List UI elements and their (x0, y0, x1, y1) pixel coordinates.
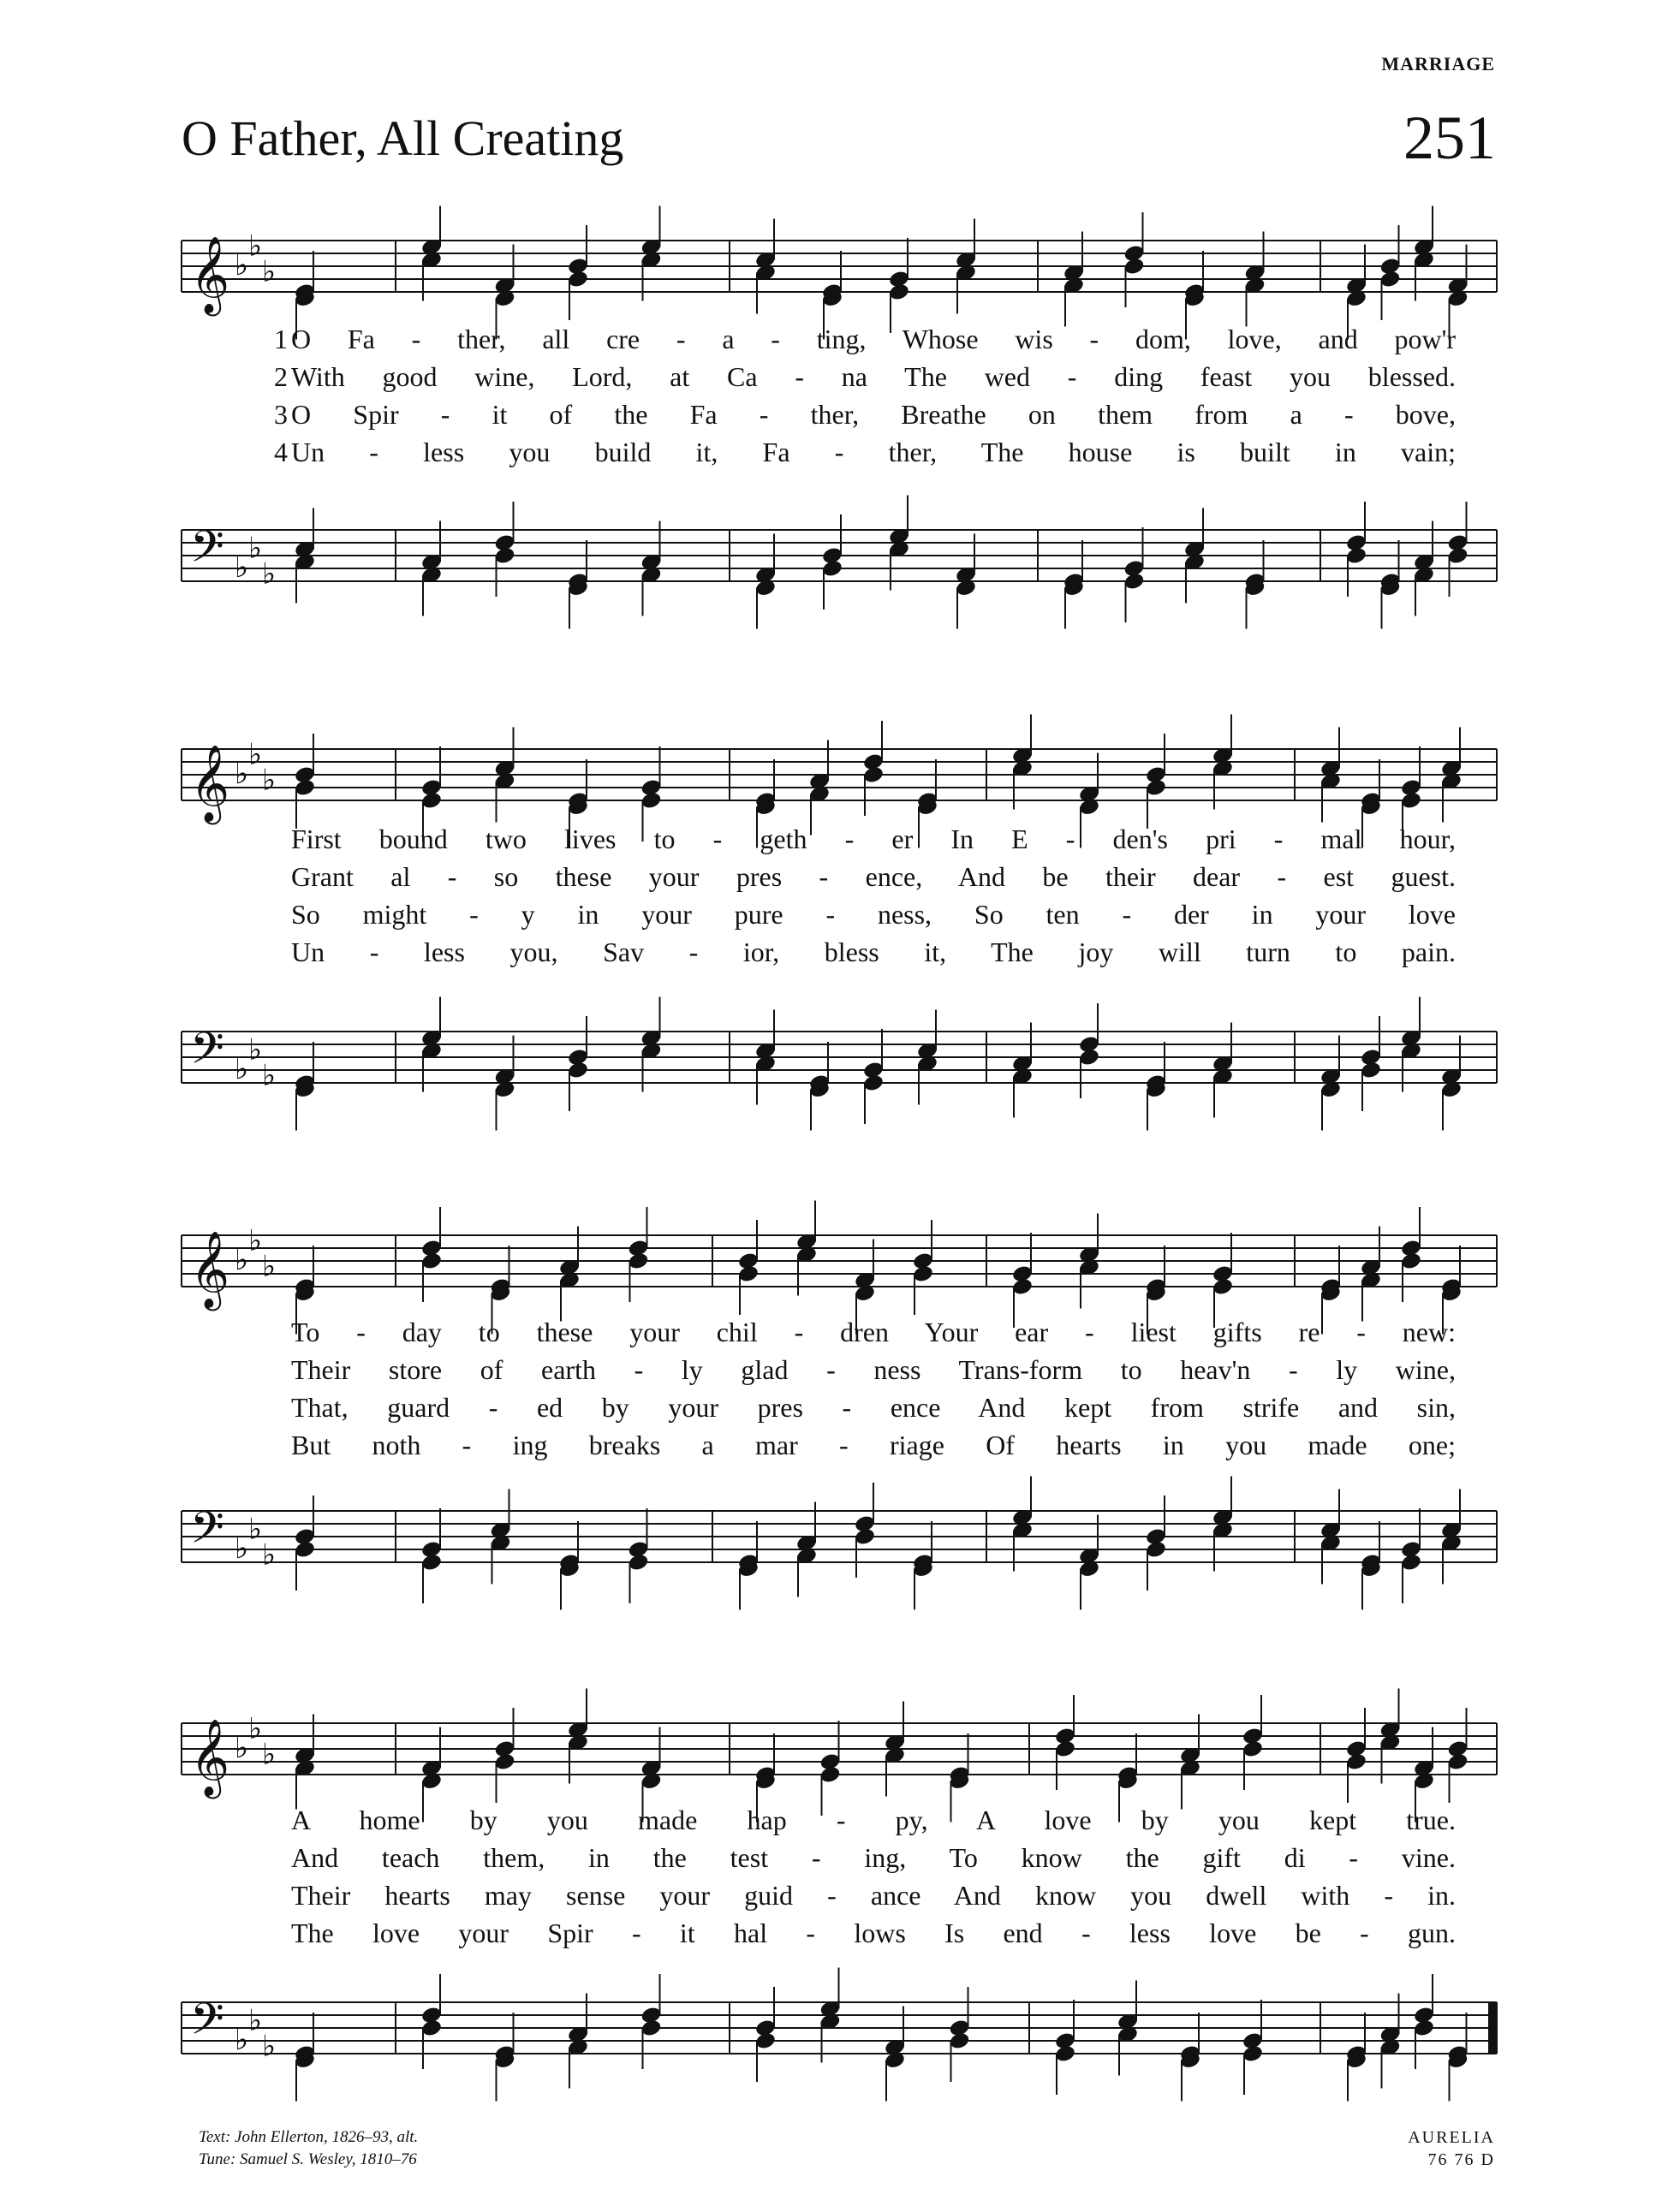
section-label: MARRIAGE (1381, 53, 1495, 74)
flat-icon: ♭ (235, 248, 249, 282)
lyrics-block-3 (291, 1317, 1456, 1467)
flat-icon: ♭ (235, 1243, 249, 1277)
lyric-text: With good wine, Lord, at Ca - na The wed - ding feast you blessed. (291, 361, 1456, 392)
treble-clef-icon: 𝄞 (190, 745, 230, 822)
flat-icon: ♭ (262, 2029, 277, 2064)
bass-staff-system-2 (182, 1019, 1497, 1096)
lyric-line (291, 1430, 1456, 1467)
lyric-text: The love your Spir - it hal - lows Is end - less love be - gun. (291, 1918, 1456, 1948)
stanza-number: 4 (274, 437, 288, 467)
flat-icon: ♭ (262, 1537, 277, 1573)
flat-icon: ♭ (235, 550, 249, 585)
lyric-line (274, 361, 1456, 399)
treble-staff-system-3 (182, 1222, 1497, 1308)
lyrics-block-2 (291, 824, 1456, 974)
lyric-text: And teach them, in the test - ing, To know the gift di - vine. (291, 1842, 1456, 1873)
flat-icon: ♭ (248, 2003, 263, 2038)
lyric-line (274, 437, 1456, 474)
lyric-text: O Spir - it of the Fa - ther, Breathe on them from a - bove, (291, 399, 1456, 430)
flat-icon: ♭ (248, 531, 263, 566)
treble-clef-icon: 𝄞 (190, 1719, 230, 1796)
flat-icon: ♭ (248, 1711, 263, 1746)
flat-icon: ♭ (248, 229, 263, 264)
bass-clef-icon: 𝄢 (190, 1501, 224, 1564)
flat-icon: ♭ (262, 1737, 277, 1772)
flat-icon: ♭ (262, 1058, 277, 1093)
lyric-line (291, 1880, 1456, 1918)
flat-icon: ♭ (235, 2023, 249, 2057)
lyric-line (291, 1317, 1456, 1354)
bass-clef-icon: 𝄢 (190, 1993, 224, 2055)
credits (199, 2126, 418, 2171)
final-bar-line (1488, 2002, 1497, 2054)
lyric-line (274, 399, 1456, 437)
lyric-text: To - day to these your chil - dren Your ear - liest gifts re - new: (291, 1317, 1456, 1347)
lyric-text: But noth - ing breaks a mar - riage Of hearts in you made one; (291, 1430, 1456, 1460)
flat-icon: ♭ (262, 763, 277, 798)
lyric-text: O Fa - ther, all cre - a - ting, Whose wis - dom, love, and pow'r (291, 324, 1456, 354)
lyric-text: So might - y in your pure - ness, So ten - der in your love (291, 899, 1456, 930)
lyric-text: That, guard - ed by your pres - ence And kept from strife and sin, (291, 1392, 1456, 1423)
lyric-line (291, 1842, 1456, 1880)
lyrics-block-4 (291, 1805, 1456, 1955)
tune-credit: Tune: Samuel S. Wesley, 1810–76 (199, 2150, 417, 2168)
bass-staff-system-4 (182, 1989, 1497, 2066)
stanza-number: 1 (274, 324, 288, 354)
bass-staff-system-1 (182, 517, 1497, 594)
hymn-title: O Father, All Creating (182, 110, 624, 166)
flat-icon: ♭ (262, 1249, 277, 1284)
lyric-text: A home by you made hap - py, A love by you kept true. (291, 1805, 1456, 1835)
lyric-text: Grant al - so these your pres - ence, And be their dear - est guest. (291, 861, 1456, 892)
treble-staff-system-4 (182, 1710, 1497, 1796)
flat-icon: ♭ (248, 1032, 263, 1067)
lyric-text: Un - less you, Sav - ior, bless it, The joy will turn to pain. (291, 937, 1456, 967)
lyric-line (291, 861, 1456, 899)
lyrics-block-1 (274, 324, 1456, 474)
meter: 76 76 D (1427, 2150, 1495, 2169)
stanza-number: 2 (274, 361, 288, 392)
flat-icon: ♭ (235, 1731, 249, 1765)
lyric-line (291, 1805, 1456, 1842)
text-credit: Text: John Ellerton, 1826–93, alt. (199, 2128, 419, 2146)
lyric-line (291, 899, 1456, 937)
lyric-line (291, 824, 1456, 861)
lyric-text: Their store of earth - ly glad - ness Trans-form to heav'n - ly wine, (291, 1354, 1456, 1385)
tune-name: AURELIA (1408, 2128, 1495, 2147)
flat-icon: ♭ (262, 254, 277, 289)
flat-icon: ♭ (235, 757, 249, 791)
flat-icon: ♭ (248, 1223, 263, 1258)
treble-staff-system-2 (182, 736, 1497, 822)
lyric-text: Un - less you build it, Fa - ther, The house is built in vain; (291, 437, 1456, 467)
lyric-text: Their hearts may sense your guid - ance And know you dwell with - in. (291, 1880, 1456, 1911)
lyric-line (291, 1354, 1456, 1392)
treble-clef-icon: 𝄞 (190, 236, 230, 313)
lyric-text: First bound two lives to - geth - er In E - den's pri - mal hour, (291, 824, 1456, 854)
hymn-number: 251 (1403, 104, 1496, 172)
bass-clef-icon: 𝄢 (190, 520, 224, 583)
bass-staff-system-3 (182, 1498, 1497, 1575)
lyric-line (291, 1392, 1456, 1430)
lyric-line (291, 937, 1456, 974)
flat-icon: ♭ (262, 556, 277, 592)
flat-icon: ♭ (235, 1052, 249, 1086)
flat-icon: ♭ (248, 737, 263, 772)
treble-staff-system-1 (182, 228, 1497, 313)
flat-icon: ♭ (248, 1512, 263, 1547)
treble-clef-icon: 𝄞 (190, 1231, 230, 1308)
stanza-number: 3 (274, 399, 288, 430)
bass-clef-icon: 𝄢 (190, 1022, 224, 1085)
tune-info (1408, 2126, 1495, 2171)
flat-icon: ♭ (235, 1531, 249, 1566)
lyric-line (274, 324, 1456, 361)
lyric-line (291, 1918, 1456, 1955)
